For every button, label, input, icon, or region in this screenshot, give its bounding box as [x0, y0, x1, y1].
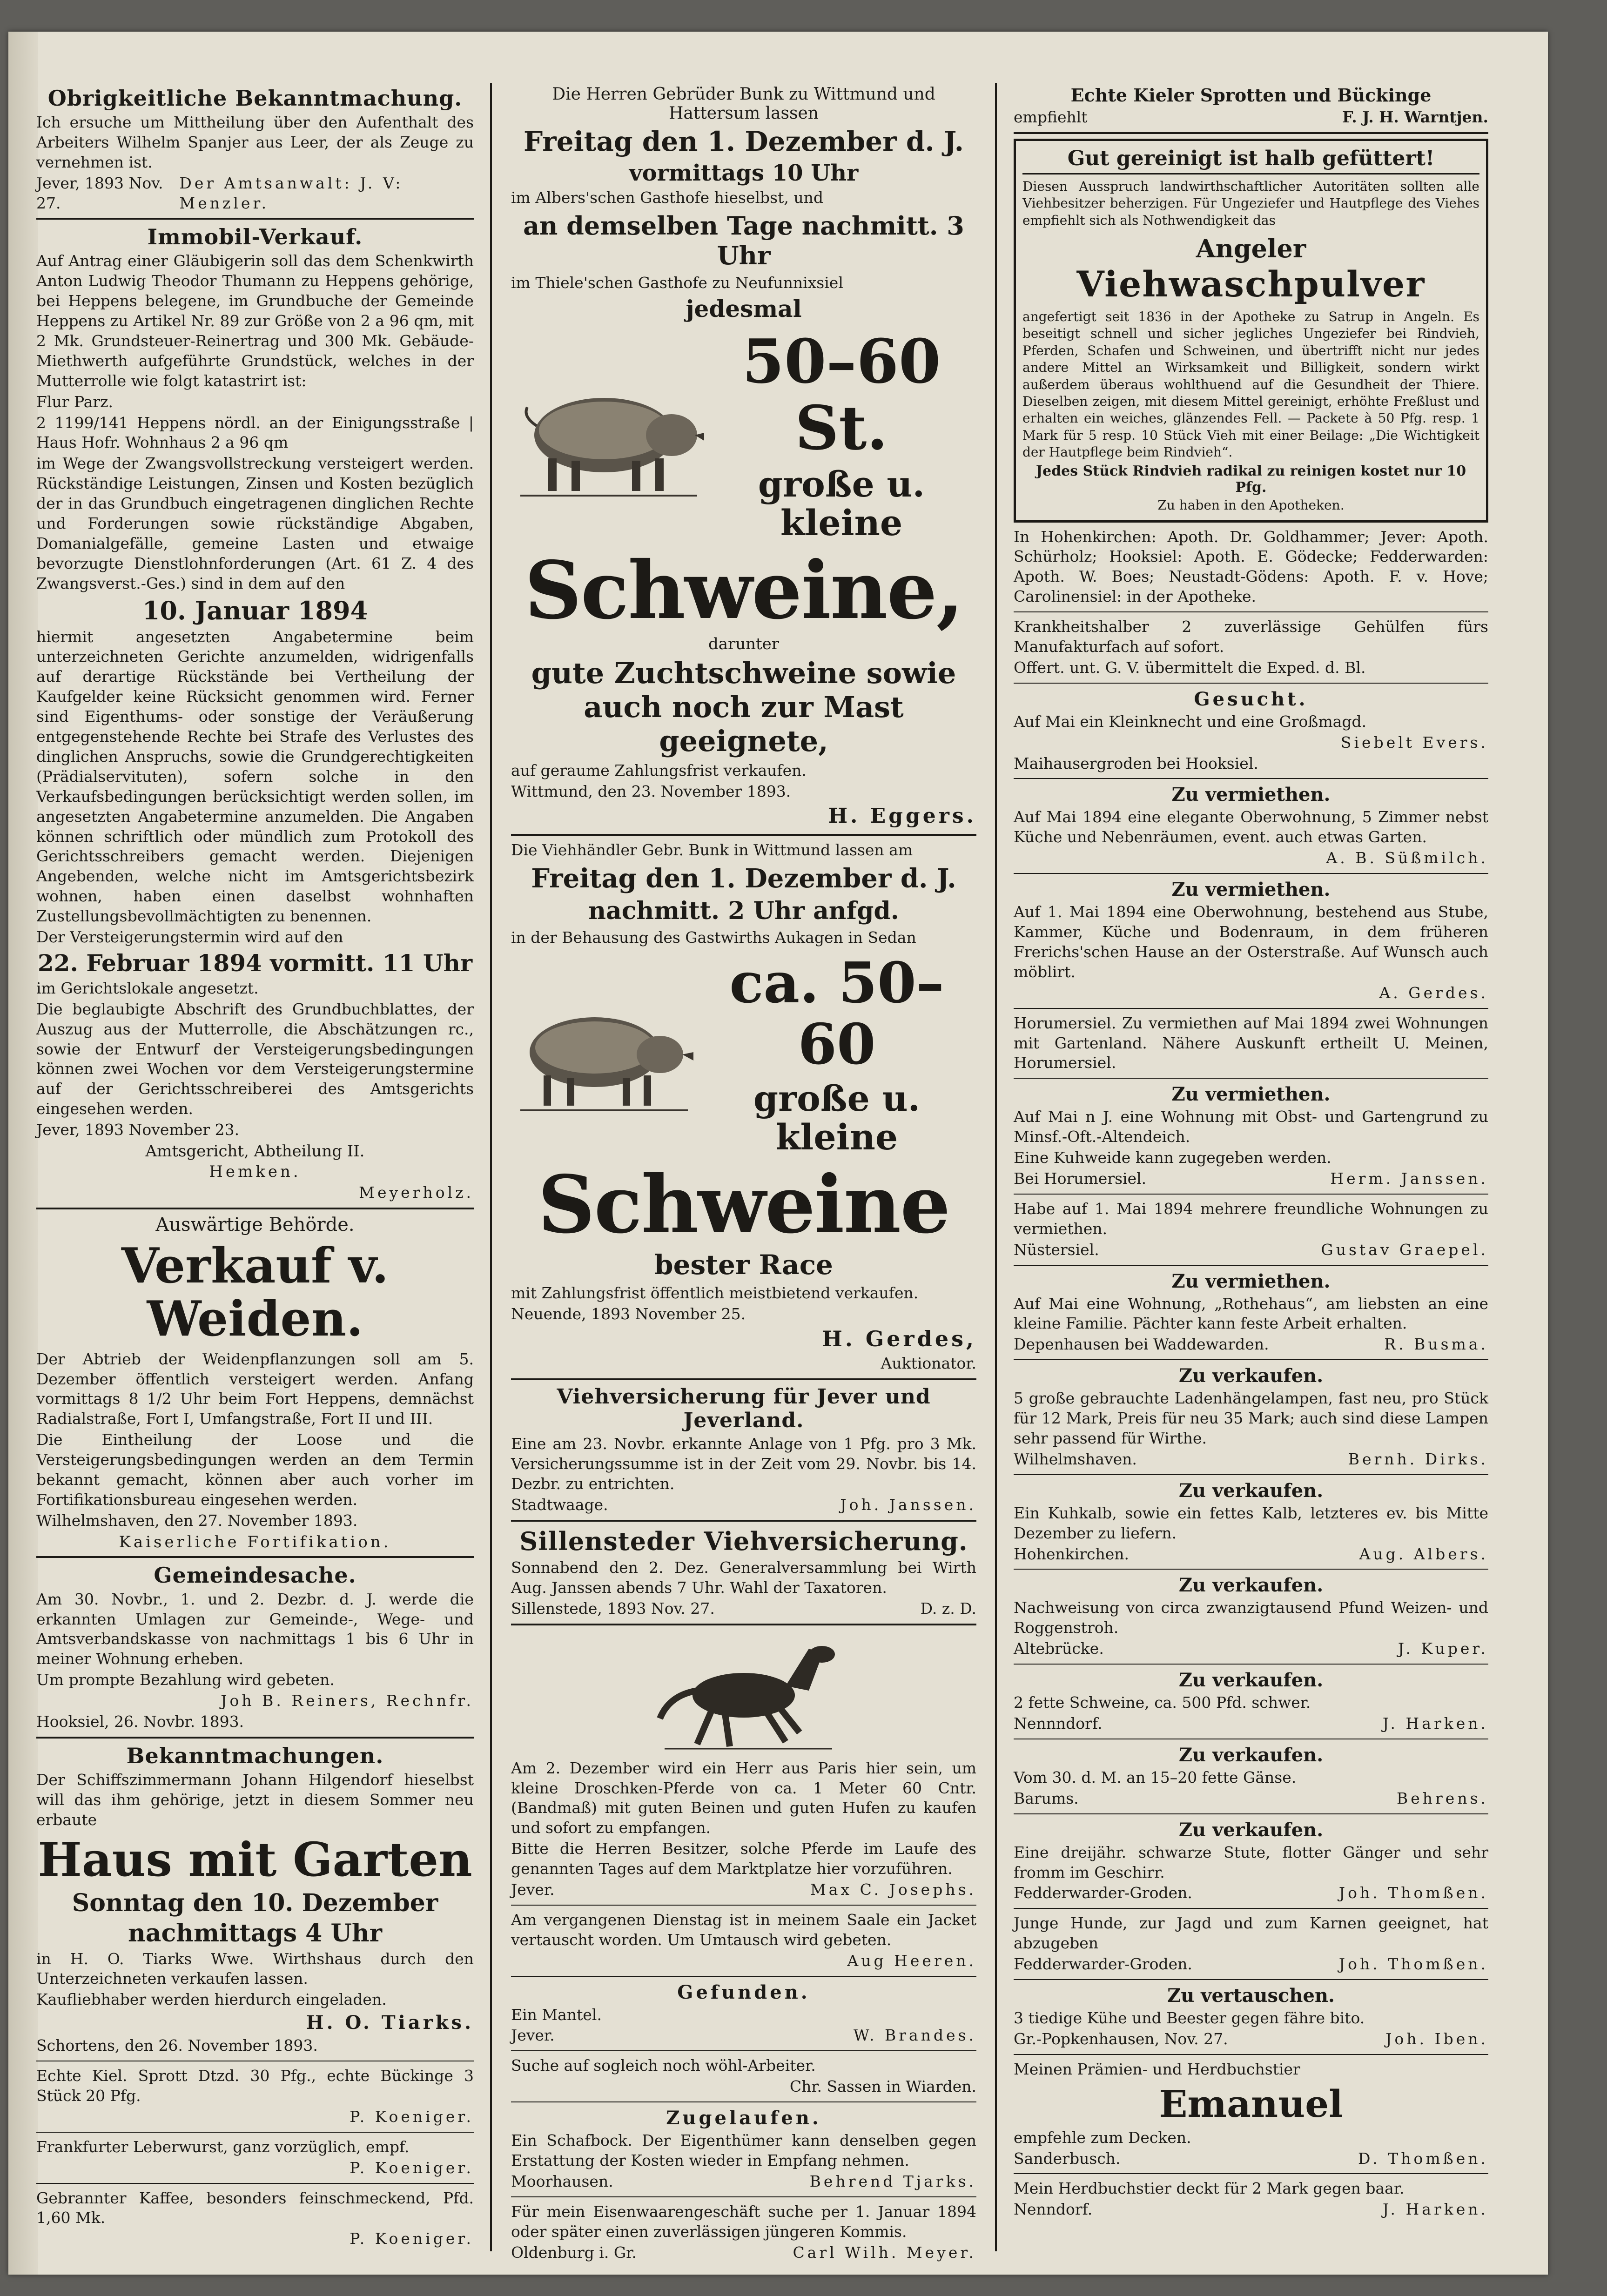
- ad-sizes: große u. kleine: [758, 463, 925, 544]
- ad-race: bester Race: [654, 1249, 833, 1281]
- ad-signature: Chr. Sassen in Wiarden.: [789, 2077, 976, 2096]
- ad-signature: H. Gerdes,: [822, 1326, 976, 1351]
- ad-title: Zu verkaufen.: [1178, 1669, 1324, 1692]
- ad-headline: Schweine: [538, 1158, 950, 1251]
- column-2: [511, 83, 976, 2263]
- ad-signature: P. Koeniger.: [350, 2158, 474, 2177]
- ad-place: Jever, 1893 November 23.: [36, 1121, 240, 1139]
- ad-zugelaufen: [511, 2107, 976, 2192]
- ad-body: Horumersiel. Zu vermiethen auf Mai 1894 zwei Wohnungen mit Gartenland. Nähere Auskunft ertheilt U. Meinen, Horumersiel.: [1014, 1014, 1488, 1072]
- ad-signature: D. z. D.: [920, 1599, 976, 1618]
- ad-title: Zu verkaufen.: [1178, 1819, 1324, 1841]
- ad-place: Wilhelmshaven, den 27. November 1893.: [36, 1511, 358, 1530]
- ad-title: Obrigkeitliche Bekanntmachung.: [47, 86, 463, 111]
- ad-title: Gut gereinigt ist halb gefüttert!: [1022, 147, 1479, 175]
- ad-vermiethen-1: [1014, 784, 1488, 868]
- ad-title: Sillensteder Viehversicherung.: [519, 1526, 968, 1556]
- ad-pferde: [511, 1630, 976, 1900]
- newspaper-page: [8, 32, 1548, 2275]
- ad-time: vormittags 10 Uhr: [629, 160, 859, 186]
- horse-illustration-icon: [646, 1630, 841, 1756]
- ad-terms: auf geraume Zahlungsfrist verkaufen.: [511, 761, 807, 779]
- ad-desc: gute Zuchtschweine sowie auch noch zur Mast geeignete,: [531, 656, 956, 758]
- ad-title: Zu vertauschen.: [1167, 1985, 1335, 2007]
- column-1: [36, 83, 474, 2250]
- ad-place: Oldenburg i. Gr.: [511, 2243, 637, 2262]
- ad-count: ca. 50–60: [729, 950, 944, 1077]
- ad-signature: Der Amtsanwalt: J. V: Menzler.: [179, 174, 403, 212]
- ad-body: Echte Kiel. Sprott Dtzd. 30 Pfg., echte Bückinge 3 Stück 20 Pfg.: [36, 2067, 474, 2105]
- ad-body: Auf Mai n J. eine Wohnung mit Obst- und Gartengrund zu Minsf.-Oft.-Altendeich.: [1014, 1108, 1488, 1146]
- ad-signature: Bernh. Dirks.: [1348, 1450, 1488, 1468]
- ad-place: Jever.: [511, 2026, 555, 2045]
- ad-body: Flur Parz.: [36, 392, 114, 411]
- ad-body: Auf Mai ein Kleinknecht und eine Großmagd.: [1014, 712, 1367, 731]
- ad-emanuel: [1014, 2060, 1488, 2169]
- ad-apotheken: [1014, 527, 1488, 607]
- ad-body: Sonnabend den 2. Dez. Generalversammlung bei Wirth Aug. Janssen abends 7 Uhr. Wahl der Taxatoren.: [511, 1558, 976, 1597]
- ad-wohnungen: [1014, 1199, 1488, 1260]
- ad-body: Ein Kuhkalb, sowie ein fettes Kalb, letzteres ev. bis Mitte Dezember zu liefern.: [1014, 1504, 1488, 1542]
- ad-body: Meinen Prämien- und Herdbuchstier: [1014, 2060, 1300, 2078]
- ad-koeniger: [36, 2066, 474, 2249]
- ad-signature: J. Harken.: [1382, 2200, 1488, 2219]
- ad-body: Eine am 23. Novbr. erkannte Anlage von 1 Pfg. pro 3 Mk. Versicherungssumme ist in der Zeit vom 29. Novbr. bis 14. Dezbr. zu entrichten.: [511, 1435, 976, 1493]
- ad-place: Gr.-Popkenhausen, Nov. 27.: [1014, 2029, 1228, 2048]
- ad-place: Nenndorf.: [1014, 2200, 1093, 2219]
- ad-title: Immobil-Verkauf.: [147, 224, 363, 250]
- ad-title: Gesucht.: [1194, 688, 1308, 710]
- ad-signature: A. Gerdes.: [1379, 983, 1488, 1002]
- ad-signature: J. Kuper.: [1398, 1639, 1488, 1658]
- ad-horumersiel: [1014, 1014, 1488, 1074]
- ad-body: empfiehlt: [1014, 108, 1088, 126]
- ad-signature: Herm. Janssen.: [1330, 1169, 1488, 1188]
- ad-place: Stadtwaage.: [511, 1496, 608, 1514]
- ad-gesucht: [1014, 688, 1488, 774]
- ad-body: im Wege der Zwangsvollstreckung versteigert werden. Rückständige Leistungen, Zinsen und Kosten bezüglich der in das Grundbuch eingetragenen dinglichen Rechte und Forderungen sowie rückständige Abgaben, Domanialgefälle, gemeine Lasten und etwaige bevorzugte Dienstlohnforderungen (Art. 61 Z. 4 des Zwangsverst.-Ges.) sind in dem auf den: [36, 454, 474, 592]
- ad-place: Moorhausen.: [511, 2172, 613, 2190]
- ad-place: Jever.: [511, 1880, 555, 1899]
- ad-body: angefertigt seit 1836 in der Apotheke zu Satrup in Angeln. Es beseitigt schnell und sicher jegliches Ungeziefer bei Rindvieh, Pferden, Schafen und Schweinen, und übertrifft nicht nur jedes andere Mittel an Wirksamkeit und Billigkeit, sondern wirkt außerdem überaus wohlthuend auf die Gesundheit der Thiere. Dieselben zeigen, mit diesem Mittel gereinigt, erhöhte Freßlust und erhalten ein weiches, glänzendes Fell. — Packete à 50 Pfg. resp. 1 Mark für 5 resp. 10 Stück Vieh mit einer Beilage: „Die Wichtigkeit der Hautpflege beim Rindvieh“.: [1022, 309, 1479, 460]
- ad-body: Gebrannter Kaffee, besonders feinschmeckend, Pfd. 1,60 Mk.: [36, 2189, 474, 2227]
- ad-body: Suche auf sogleich noch wöhl-Arbeiter.: [511, 2056, 816, 2075]
- ad-body: Der Abtrieb der Weidenpflanzungen soll am 5. Dezember öffentlich versteigert werden. Anfang vormittags 8 1/2 Uhr beim Fort Heppens, demnächst Radialstraße, Fort I, Umfangstraße, Fort II und III.: [36, 1349, 474, 1428]
- ad-count: 50–60 St.: [742, 325, 941, 463]
- ad-body: 2 fette Schweine, ca. 500 Pfd. schwer.: [1014, 1693, 1311, 1712]
- ad-each: jedesmal: [686, 295, 802, 322]
- ad-title: Zu verkaufen.: [1178, 1365, 1324, 1387]
- ad-date: 22. Februar 1894 vormitt. 11 Uhr: [37, 949, 473, 977]
- ad-place: Barums.: [1014, 1789, 1079, 1807]
- ad-body: Mein Herdbuchstier deckt für 2 Mark gegen baar.: [1014, 2179, 1405, 2198]
- ad-place: Schortens, den 26. November 1893.: [36, 2036, 318, 2055]
- ad-body: Am 2. Dezember wird ein Herr aus Paris hier sein, um kleine Droschken-Pferde von ca. 1 Meter 60 Cntr. (Bandmaß) mit guten Beinen und guten Hufen zu kaufen und sofort zu empfangen.: [511, 1759, 976, 1837]
- ad-verkaufen-4: [1014, 1669, 1488, 1734]
- ad-signature: Hemken.: [209, 1162, 301, 1181]
- ad-body: Am vergangenen Dienstag ist in meinem Saale ein Jacket vertauscht worden. Um Umtausch wird gebeten.: [511, 1910, 976, 1949]
- ad-signature: J. Harken.: [1382, 1714, 1488, 1732]
- ad-body: Auf Mai eine Wohnung, „Rothehaus“, am liebsten an eine kleine Familie. Pächter kann feste Arbeit erhalten.: [1014, 1294, 1488, 1333]
- ad-schweine-1: [511, 85, 976, 829]
- ad-body: Am 30. Novbr., 1. und 2. Dezbr. d. J. werde die erkannten Umlagen zur Gemeinde-, Wege- und Amtsverbandskasse von nachmittags 1 bis 6 Uhr in meiner Wohnung erheben.: [36, 1590, 474, 1668]
- ad-date: Freitag den 1. Dezember d. J.: [523, 126, 964, 157]
- ad-sillensteder: [511, 1526, 976, 1619]
- ad-court: Amtsgericht, Abtheilung II.: [145, 1141, 365, 1161]
- ad-body: In Hohenkirchen: Apoth. Dr. Goldhammer; Jever: Apoth. Schürholz; Hooksiel: Apoth. E. Gödecke; Fedderwarden: Apoth. W. Boes; Neustadt-Gödens: Apoth. F. v. Hove; Carolinensiel: in der Apotheke.: [1014, 527, 1488, 606]
- ad-body: Junge Hunde, zur Jagd und zum Karnen geeignet, hat abzugeben: [1014, 1914, 1488, 1953]
- ad-place: Hohenkirchen.: [1014, 1544, 1130, 1563]
- ad-date: Sonntag den 10. Dezember: [72, 1888, 438, 1917]
- ad-place: Maihausergroden bei Hooksiel.: [1014, 754, 1258, 772]
- ad-clerk: Meyerholz.: [359, 1183, 474, 1202]
- ad-dept: Auswärtige Behörde.: [155, 1214, 355, 1235]
- ad-place: Sanderbusch.: [1014, 2149, 1121, 2168]
- ad-title: Bekanntmachungen.: [126, 1743, 384, 1768]
- ad-time: nachmittags 4 Uhr: [128, 1919, 383, 1947]
- ad-signature: W. Brandes.: [853, 2026, 976, 2045]
- ad-viehwaschpulver: [1014, 139, 1488, 523]
- ad-body: Eine dreijähr. schwarze Stute, flotter Gänger und sehr fromm im Geschirr.: [1014, 1843, 1488, 1881]
- ad-place: Sillenstede, 1893 Nov. 27.: [511, 1599, 715, 1618]
- ad-verkaufen-1: [1014, 1365, 1488, 1470]
- ad-headline: Schweine,: [524, 544, 963, 637]
- ad-body: Ich ersuche um Mittheilung über den Aufenthalt des Arbeiters Wilhelm Spanjer aus Leer, der als Zeuge zu vernehmen ist.: [36, 113, 474, 171]
- ad-title: Zu vermiethen.: [1171, 879, 1331, 901]
- ad-signature: Joh. Janssen.: [840, 1496, 976, 1514]
- ad-signature: F. J. H. Warntjen.: [1342, 108, 1488, 126]
- ad-intro: Die Viehhändler Gebr. Bunk in Wittmund lassen am: [511, 840, 913, 859]
- ad-time: nachmitt. 2 Uhr anfgd.: [588, 896, 899, 925]
- ad-vermiethen-4: [1014, 1270, 1488, 1355]
- ad-body: Vom 30. d. M. an 15–20 fette Gänse.: [1014, 1768, 1297, 1786]
- ad-headline: Emanuel: [1159, 2081, 1343, 2126]
- ad-headline: Haus mit Garten: [38, 1832, 472, 1887]
- ad-body: Auf Antrag einer Gläubigerin soll das dem Schenkwirth Anton Ludwig Theodor Thumann zu Heppens gehörige, bei Heppens belegene, im Grundbuche der Gemeinde Heppens zu Artikel Nr. 89 zur Größe von 2 a 96 qm, mit 2 Mk. Grundsteuer-Reinertrag und 300 Mk. Gebäude-Miethwerth aufgeführte Grundstück, welches in der Mutterrolle wie folgt katastrirt ist:: [36, 252, 474, 390]
- ad-date: 10. Januar 1894: [142, 595, 368, 625]
- ad-body: Der Versteigerungstermin wird auf den: [36, 927, 343, 946]
- ad-title: Zu vermiethen.: [1171, 784, 1331, 806]
- ad-body: Für mein Eisenwaarengeschäft suche per 1. Januar 1894 oder später einen zuverlässigen jüngeren Kommis.: [511, 2202, 976, 2241]
- ad-signature: H. Eggers.: [828, 804, 976, 828]
- ad-title: Zu verkaufen.: [1178, 1744, 1324, 1766]
- ad-place: im Albers'schen Gasthofe hieselbst, und: [511, 188, 823, 207]
- ad-brand: Angeler: [1196, 234, 1306, 264]
- ad-gehuelfen: [1014, 617, 1488, 678]
- ad-title: Zu vermiethen.: [1171, 1270, 1331, 1292]
- ad-vertauschen: [1014, 1985, 1488, 2049]
- ad-sizes: große u. kleine: [753, 1077, 921, 1158]
- ad-body: 5 große gebrauchte Ladenhängelampen, fast neu, pro Stück für 12 Mark, Preis für neu 35 Mark; auch sind diese Lampen sehr passend für Wirthe.: [1014, 1389, 1488, 1447]
- ad-signature: P. Koeniger.: [350, 2107, 474, 2126]
- ad-title: Verkauf v. Weiden.: [121, 1236, 389, 1348]
- ad-signature: Joh. Thomßen.: [1338, 1955, 1488, 1974]
- ad-signature: Behrend Tjarks.: [809, 2172, 976, 2190]
- ad-body: Ein Schafbock. Der Eigenthümer kann denselben gegen Erstattung der Kosten wieder in Empfang nehmen.: [511, 2131, 976, 2169]
- ad-place: Bei Horumersiel.: [1014, 1169, 1147, 1188]
- ad-title: Zu verkaufen.: [1178, 1479, 1324, 1502]
- column-rule: [490, 83, 492, 2251]
- ad-body: Um prompte Bezahlung wird gebeten.: [36, 1671, 335, 1689]
- ad-body: Ein Mantel.: [511, 2005, 602, 2024]
- ad-place: Fedderwarder-Groden.: [1014, 1884, 1192, 1902]
- ad-place: im Thiele'schen Gasthofe zu Neufunnixsiel: [511, 273, 843, 292]
- ad-verkaufen-5: [1014, 1744, 1488, 1809]
- ad-body: Nachweisung von circa zwanzigtausend Pfund Weizen- und Roggenstroh.: [1014, 1598, 1488, 1637]
- ad-herdbuchstier: [1014, 2179, 1488, 2220]
- ad-sprotten: [1014, 85, 1488, 128]
- ad-body: Offert. unt. G. V. übermittelt die Exped. d. Bl.: [1014, 658, 1366, 677]
- ad-body: Kaufliebhaber werden hierdurch eingeladen.: [36, 1990, 387, 2009]
- ad-body: Die beglaubigte Abschrift des Grundbuchblattes, der Auszug aus der Mutterrolle, die Abschätzungen rc., sowie der Entwurf der Versteigerungsbedingungen können zwei Wochen vor dem Versteigerungstermine auf der Gerichtsschreiberei des Amtsgerichts eingesehen werden.: [36, 1000, 474, 1118]
- ad-body: empfehle zum Decken.: [1014, 2128, 1191, 2147]
- ad-verkaufen-3: [1014, 1574, 1488, 1659]
- ad-place: Wilhelmshaven.: [1014, 1450, 1137, 1468]
- ad-signature: Max C. Josephs.: [810, 1880, 976, 1899]
- ad-signature: A. B. Süßmilch.: [1326, 849, 1488, 867]
- ad-terms: mit Zahlungsfrist öffentlich meistbietend verkaufen.: [511, 1283, 919, 1302]
- ad-date: an demselben Tage nachmitt. 3 Uhr: [523, 210, 964, 270]
- ad-immobil-verkauf: [36, 224, 474, 1202]
- ad-place: Nennndorf.: [1014, 1714, 1103, 1732]
- ad-body: 3 tiedige Kühe und Beester gegen fähre bito.: [1014, 2009, 1365, 2027]
- ad-product: Viehwaschpulver: [1076, 263, 1425, 305]
- ad-viehversicherung-jever: [511, 1385, 976, 1515]
- ad-body: Habe auf 1. Mai 1894 mehrere freundliche Wohnungen zu vermiethen.: [1014, 1199, 1488, 1238]
- ad-role: Auktionator.: [881, 1354, 976, 1373]
- ad-jacket: [511, 1910, 976, 1971]
- ad-schweine-2: [511, 840, 976, 1374]
- ad-body: Eine Kuhweide kann zugegeben werden.: [1014, 1148, 1331, 1167]
- ad-body: Auf 1. Mai 1894 eine Oberwohnung, bestehend aus Stube, Kammer, Küche und Bodenraum, in dem früheren Frerichs'schen Hause an der Osterstraße. Auf Wunsch auch möblirt.: [1014, 903, 1488, 981]
- ad-place: Hooksiel, 26. Novbr. 1893.: [36, 1712, 244, 1731]
- ad-signature: Joh B. Reiners, Rechnfr.: [221, 1692, 474, 1710]
- ad-place: in der Behausung des Gastwirths Aukagen in Sedan: [511, 928, 916, 947]
- ad-signature: H. O. Tiarks.: [306, 2012, 474, 2034]
- ad-signature: Carl Wilh. Meyer.: [793, 2243, 976, 2262]
- ad-body: Die Eintheilung der Loose und die Versteigerungsbedingungen werden an dem Termin bekannt gemacht, können aber auch vorher im Fortifikationsbureau eingesehen werden.: [36, 1430, 474, 1509]
- ad-signature: Siebelt Evers.: [1340, 733, 1488, 752]
- ad-body: hiermit angesetzten Angabetermine beim unterzeichneten Gerichte anzumelden, widrigenfalls auf derartige Rückstände bei Vertheilung der Kaufgelder keine Rücksicht genommen wird. Ferner sind Eigenthums- oder sonstige der Veräußerung entgegenstehende Rechte bei Strafe des Verlustes des dinglichen Anspruchs, sowie die Grundgerechtigkeiten (Prädialservituten), sofern solche in den Verkaufsbedingungen berücksichtigt werden sollen, im angesetzten Angabetermine anzumelden. Die Angaben können schriftlich oder mündlich zum Protokoll des Gerichtsschreibers gemacht werden. Diejenigen Angebenden, welche nicht im Amtsgerichtsbezirk wohnen, haben einen daselbst wohnhaften Zustellungsbevollmächtigten zu benennen.: [36, 627, 474, 926]
- ad-body: 2 1199/141 Heppens nördl. an der Einigungsstraße | Haus Hofr. Wohnhaus 2 a 96 qm: [36, 413, 474, 452]
- ad-body: Der Schiffszimmermann Johann Hilgendorf hieselbst will das ihm gehörige, jetzt in diesem Sommer neu erbaute: [36, 1770, 474, 1829]
- ad-gemeindesache: [36, 1563, 474, 1732]
- column-rule: [995, 83, 997, 2251]
- ad-place: Fedderwarder-Groden.: [1014, 1955, 1192, 1974]
- ad-signature: P. Koeniger.: [350, 2229, 474, 2248]
- pig-illustration-icon: [511, 365, 706, 505]
- ad-body: Krankheitshalber 2 zuverlässige Gehülfen fürs Manufakturfach auf sofort.: [1014, 618, 1488, 656]
- ad-signature: Gustav Graepel.: [1321, 1240, 1488, 1259]
- ad-signature: Aug. Albers.: [1359, 1544, 1488, 1563]
- ad-title: Gefunden.: [677, 1981, 810, 2003]
- ad-under: darunter: [708, 634, 780, 653]
- ad-place: Nüstersiel.: [1014, 1240, 1099, 1259]
- ad-gefunden: [511, 1981, 976, 2046]
- page-gutter: [8, 32, 38, 2275]
- ad-place: Neuende, 1893 November 25.: [511, 1304, 746, 1323]
- ad-arbeiter: [511, 2056, 976, 2097]
- column-3: [1014, 83, 1488, 2221]
- ad-verkaufen-2: [1014, 1480, 1488, 1564]
- ad-vermiethen-3: [1014, 1083, 1488, 1189]
- ad-signature: Joh. Thomßen.: [1338, 1884, 1488, 1902]
- ad-body: Bitte die Herren Besitzer, solche Pferde im Laufe des genannten Tages auf dem Marktplatze hier vorzuführen.: [511, 1839, 976, 1878]
- ad-body: in H. O. Tiarks Wwe. Wirthshaus durch den Unterzeichneten verkaufen lassen.: [36, 1949, 474, 1988]
- ad-verkaufen-6: [1014, 1819, 1488, 1904]
- ad-place: Jever, 1893 Nov. 27.: [36, 174, 163, 212]
- ad-signature: R. Busma.: [1384, 1335, 1488, 1354]
- ad-body: Frankfurter Leberwurst, ganz vorzüglich, empf.: [36, 2137, 410, 2156]
- pig-illustration-icon: [511, 992, 697, 1117]
- ad-place: Depenhausen bei Waddewarden.: [1014, 1335, 1269, 1354]
- ad-signature: Joh. Iben.: [1385, 2029, 1488, 2048]
- ad-title: Zugelaufen.: [666, 2107, 821, 2129]
- ad-verkauf-weiden: [36, 1214, 474, 1551]
- ad-title: Zu verkaufen.: [1178, 1574, 1324, 1597]
- ad-title: Gemeindesache.: [154, 1562, 356, 1588]
- ad-title: Viehversicherung für Jever und Jeverland.: [557, 1385, 931, 1433]
- ad-intro: Die Herren Gebrüder Bunk zu Wittmund und Hattersum lassen: [552, 85, 935, 123]
- ad-avail: Zu haben in den Apotheken.: [1157, 497, 1345, 513]
- ad-body: Auf Mai 1894 eine elegante Oberwohnung, 5 Zimmer nebst Küche und Nebenräumen, event. auch etwas Garten.: [1014, 808, 1488, 846]
- ad-body: im Gerichtslokale angesetzt.: [36, 979, 259, 997]
- ad-date: Freitag den 1. Dezember d. J.: [531, 863, 956, 894]
- ad-haus-mit-garten: [36, 1743, 474, 2056]
- ad-kommis: [511, 2202, 976, 2263]
- ad-obrigkeitliche: [36, 86, 474, 213]
- ad-intro: Diesen Ausspruch landwirthschaftlicher Autoritäten sollten alle Viehbesitzer beherzigen. Für Ungeziefer und Hautpflege des Viehes empfiehlt sich als Nothwendigkeit das: [1022, 178, 1479, 228]
- ad-title: Echte Kieler Sprotten und Bückinge: [1070, 85, 1432, 106]
- ad-note: Jedes Stück Rindvieh radikal zu reinigen kostet nur 10 Pfg.: [1035, 463, 1466, 496]
- ad-title: Zu vermiethen.: [1171, 1083, 1331, 1106]
- ad-signature: D. Thomßen.: [1358, 2149, 1488, 2168]
- ad-place: Wittmund, den 23. November 1893.: [511, 782, 791, 800]
- ad-vermiethen-2: [1014, 879, 1488, 1003]
- ad-signature: Behrens.: [1396, 1789, 1488, 1807]
- ad-hunde: [1014, 1913, 1488, 1974]
- ad-signature: Kaiserliche Fortifikation.: [119, 1532, 391, 1551]
- ad-signature: Aug Heeren.: [847, 1951, 976, 1970]
- ad-place: Altebrücke.: [1014, 1639, 1104, 1658]
